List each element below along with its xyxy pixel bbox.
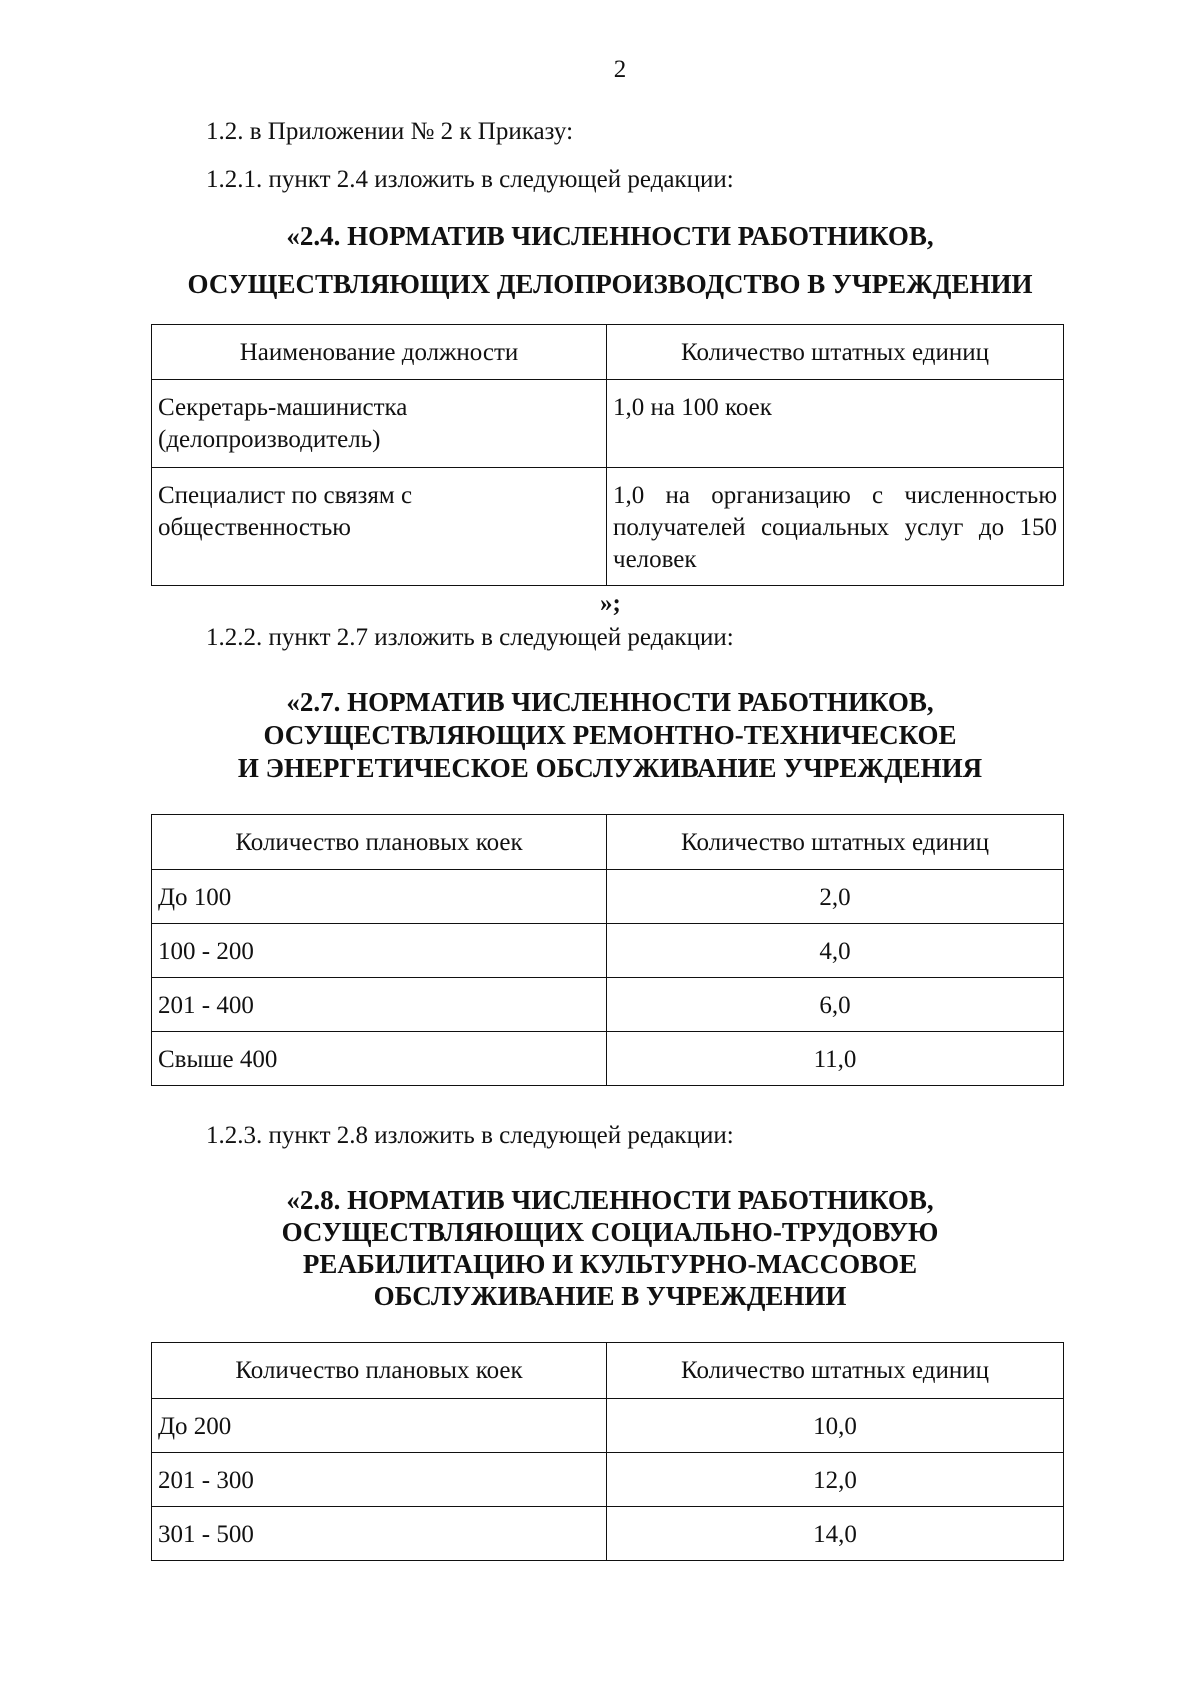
column-header: Количество штатных единиц xyxy=(607,815,1064,870)
table-row xyxy=(152,1032,1064,1086)
heading-2-8 xyxy=(150,1184,1070,1312)
column-header: Количество штатных единиц xyxy=(607,1343,1064,1399)
heading-line: «2.7. НОРМАТИВ ЧИСЛЕННОСТИ РАБОТНИКОВ, xyxy=(286,687,934,717)
table-header-row xyxy=(152,815,1064,870)
beds-cell: До 100 xyxy=(152,870,607,924)
beds-cell: До 200 xyxy=(152,1399,607,1453)
heading-line: ОБСЛУЖИВАНИЕ В УЧРЕЖДЕНИИ xyxy=(373,1281,847,1311)
table-row xyxy=(152,380,1064,468)
table-2-8 xyxy=(151,1342,1064,1561)
beds-cell: Свыше 400 xyxy=(152,1032,607,1086)
heading-line: РЕАБИЛИТАЦИЮ И КУЛЬТУРНО-МАССОВОЕ xyxy=(302,1249,918,1279)
page-number: 2 xyxy=(613,56,627,83)
table-row xyxy=(152,978,1064,1032)
position-cell: Секретарь-машинистка (делопроизводитель) xyxy=(152,380,607,468)
paragraph-1-2-2: 1.2.2. пункт 2.7 изложить в следующей редакции: xyxy=(206,624,734,651)
table-row xyxy=(152,468,1064,586)
table-2-7 xyxy=(151,814,1064,1086)
column-header: Количество плановых коек xyxy=(152,1343,607,1399)
heading-line: ОСУЩЕСТВЛЯЮЩИХ РЕМОНТНО-ТЕХНИЧЕСКОЕ xyxy=(263,720,957,750)
table-row xyxy=(152,870,1064,924)
heading-line: «2.8. НОРМАТИВ ЧИСЛЕННОСТИ РАБОТНИКОВ, xyxy=(286,1185,934,1215)
paragraph-1-2: 1.2. в Приложении № 2 к Приказу: xyxy=(206,118,574,145)
closing-quote: »; xyxy=(600,590,621,617)
column-header: Наименование должности xyxy=(152,325,607,380)
heading-line: И ЭНЕРГЕТИЧЕСКОЕ ОБСЛУЖИВАНИЕ УЧРЕЖДЕНИЯ xyxy=(237,753,983,783)
column-header: Количество штатных единиц xyxy=(607,325,1064,380)
table-2-4 xyxy=(151,324,1064,586)
table-header-row xyxy=(152,1343,1064,1399)
units-cell: 12,0 xyxy=(607,1453,1064,1507)
table-row xyxy=(152,1507,1064,1561)
paragraph-1-2-3: 1.2.3. пункт 2.8 изложить в следующей редакции: xyxy=(206,1122,734,1149)
units-cell: 6,0 xyxy=(607,978,1064,1032)
column-header: Количество плановых коек xyxy=(152,815,607,870)
paragraph-1-2-1: 1.2.1. пункт 2.4 изложить в следующей редакции: xyxy=(206,166,734,193)
units-cell: 4,0 xyxy=(607,924,1064,978)
units-cell: 14,0 xyxy=(607,1507,1064,1561)
heading-2-7 xyxy=(150,686,1070,785)
beds-cell: 100 - 200 xyxy=(152,924,607,978)
beds-cell: 201 - 300 xyxy=(152,1453,607,1507)
heading-line: «2.4. НОРМАТИВ ЧИСЛЕННОСТИ РАБОТНИКОВ, xyxy=(286,221,934,251)
units-cell: 10,0 xyxy=(607,1399,1064,1453)
heading-line: ОСУЩЕСТВЛЯЮЩИХ ДЕЛОПРОИЗВОДСТВО В УЧРЕЖДЕНИИ xyxy=(187,269,1033,299)
units-cell: 11,0 xyxy=(607,1032,1064,1086)
heading-line: ОСУЩЕСТВЛЯЮЩИХ СОЦИАЛЬНО-ТРУДОВУЮ xyxy=(281,1217,939,1247)
position-cell: Специалист по связям с общественностью xyxy=(152,468,607,586)
table-row xyxy=(152,1399,1064,1453)
table-header-row xyxy=(152,325,1064,380)
beds-cell: 201 - 400 xyxy=(152,978,607,1032)
units-cell: 1,0 на 100 коек xyxy=(607,380,1064,468)
units-cell: 2,0 xyxy=(607,870,1064,924)
table-row xyxy=(152,1453,1064,1507)
units-cell: 1,0 на организацию с численностью получателей социальных услуг до 150 человек xyxy=(607,468,1064,586)
heading-2-4 xyxy=(150,212,1070,308)
table-row xyxy=(152,924,1064,978)
beds-cell: 301 - 500 xyxy=(152,1507,607,1561)
